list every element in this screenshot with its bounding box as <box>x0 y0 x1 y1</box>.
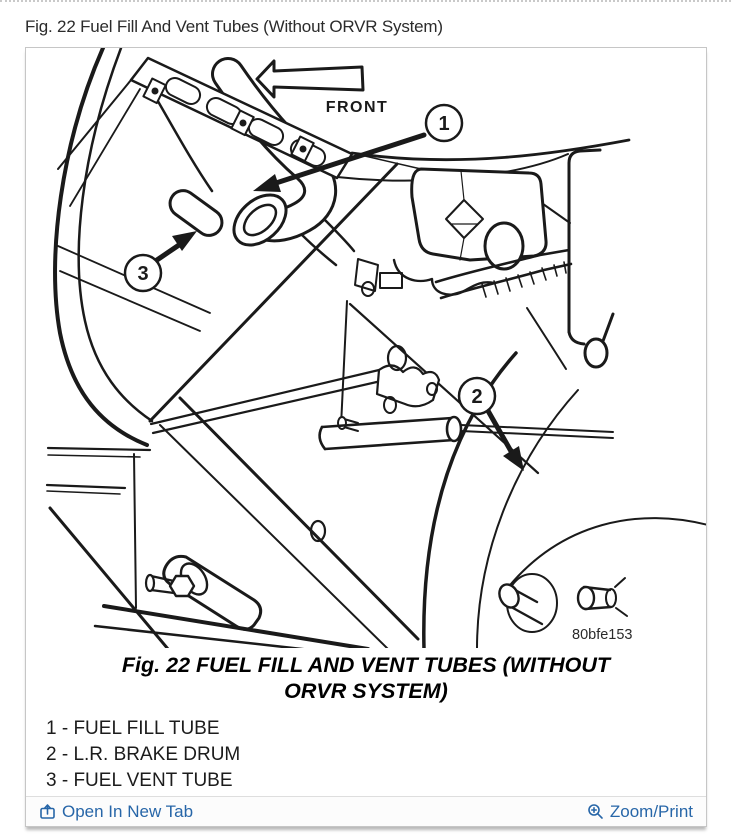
figure-caption-line2: ORVR SYSTEM) <box>284 679 448 703</box>
page-top-rule <box>0 0 731 3</box>
figure-caption <box>26 652 706 704</box>
open-in-new-tab-icon <box>39 803 56 820</box>
figure-heading: Fig. 22 Fuel Fill And Vent Tubes (Without ORVR System) <box>25 17 443 36</box>
fuel-tubes-diagram <box>26 48 706 648</box>
legend-item-lr-brake-drum: 2 - L.R. BRAKE DRUM <box>46 744 241 765</box>
callout-3 <box>125 255 161 291</box>
callout-2 <box>459 378 495 414</box>
zoom-print-link[interactable] <box>587 802 693 822</box>
legend-item-fuel-fill-tube: 1 - FUEL FILL TUBE <box>46 718 220 739</box>
wheel-stud <box>496 581 542 624</box>
frame-left-members <box>47 448 168 648</box>
callout-1 <box>426 105 462 141</box>
zoom-print-label: Zoom/Print <box>609 801 693 821</box>
track-bar <box>320 417 613 449</box>
open-in-new-tab-link[interactable] <box>39 802 193 822</box>
open-in-new-tab-label: Open In New Tab <box>62 801 194 821</box>
figure-toolbar <box>26 796 706 826</box>
wheel-stud <box>578 578 627 616</box>
callout-1-number: 1 <box>438 113 450 135</box>
figure-panel <box>25 47 707 827</box>
legend-item-fuel-vent-tube: 3 - FUEL VENT TUBE <box>46 770 233 791</box>
front-arrow <box>257 61 388 116</box>
image-code: 80bfe153 <box>572 627 633 643</box>
callout-3-number: 3 <box>137 263 149 285</box>
figure-diagram <box>26 48 706 648</box>
axle-bracket <box>377 365 439 413</box>
figure-legend <box>46 716 706 794</box>
shock-absorber <box>146 556 261 629</box>
figure-caption-line1: Fig. 22 FUEL FILL AND VENT TUBES (WITHOUT <box>121 653 611 677</box>
front-label: FRONT <box>325 99 389 116</box>
magnifier-plus-icon <box>587 803 604 820</box>
callout-2-number: 2 <box>471 386 483 408</box>
